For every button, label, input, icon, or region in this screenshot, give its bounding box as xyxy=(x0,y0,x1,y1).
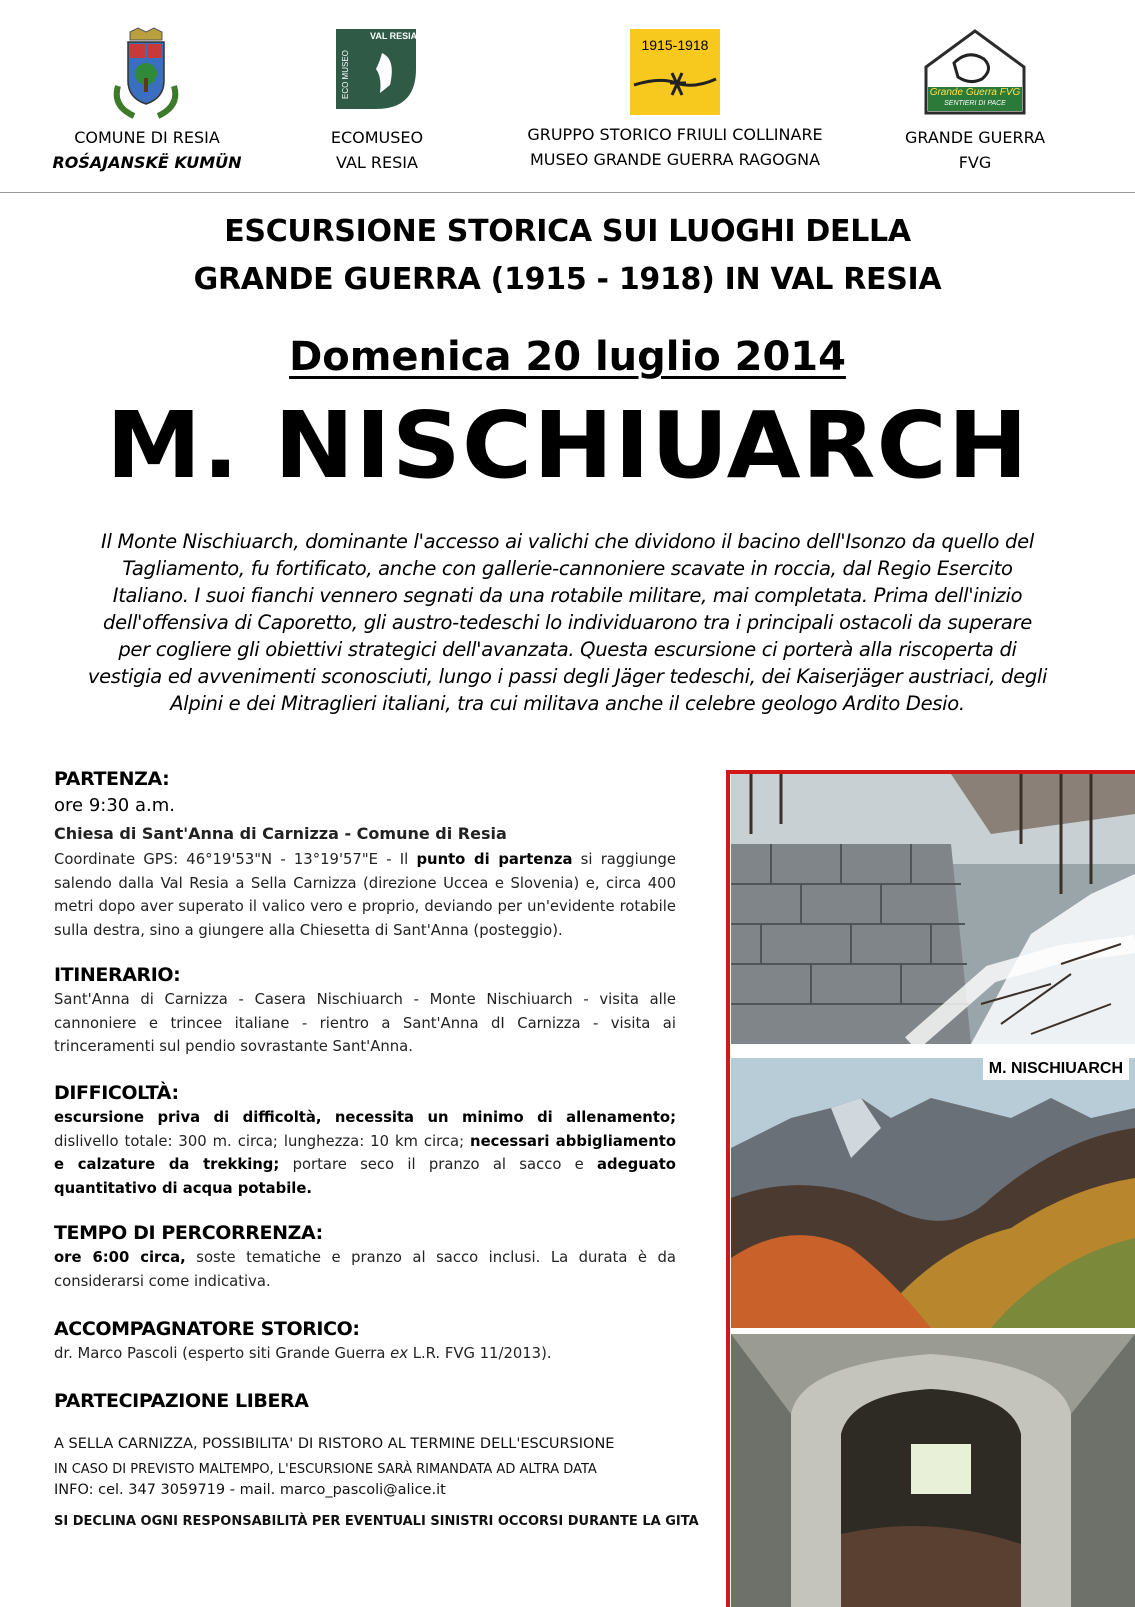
ecomuseo-logo-icon xyxy=(336,29,416,109)
partenza-time: ore 9:30 a.m. xyxy=(54,795,175,816)
difficolta-b3: adeguato quantitativo di acqua potabile. xyxy=(54,1156,676,1197)
ristoro-note: A SELLA CARNIZZA, POSSIBILITA' DI RISTORO AL TERMINE DELL'ESCURSIONE xyxy=(54,1436,615,1452)
event-date-text: Domenica 20 luglio 2014 xyxy=(289,334,846,380)
difficolta-b1: escursione priva di difficoltà, necessita un minimo di allenamento; xyxy=(54,1109,676,1126)
tempo-b1: ore 6:00 circa, xyxy=(54,1249,186,1266)
ecomuseo-caption xyxy=(300,125,454,175)
intro-line: Il Monte Nischiuarch, dominante l'accesso ai valichi che dividono il bacino dell'Isonzo da quello del xyxy=(101,530,1034,553)
partenza-text xyxy=(54,848,676,942)
difficolta-text xyxy=(54,1106,676,1200)
comune-name-local: ROŚAJANSKË KUMÜN xyxy=(52,153,242,172)
main-title: M. NISCHIUARCH xyxy=(106,392,1029,499)
title-line-1: ESCURSIONE STORICA SUI LUOGHI DELLA xyxy=(224,214,911,249)
fvg-logo-text: Grande Guerra FVG xyxy=(929,87,1021,98)
intro-line: dell'offensiva di Caporetto, gli austro-tedeschi lo individuarono tra i principali ostacoli da superare xyxy=(103,611,1032,634)
tempo-t1: soste tematiche e pranzo al sacco inclusi. La durata è da considerarsi come indicativa. xyxy=(54,1249,676,1290)
partenza-place: Chiesa di Sant'Anna di Carnizza - Comune di Resia xyxy=(54,824,507,843)
itinerario-heading: ITINERARIO: xyxy=(54,964,181,986)
photo-label: M. NISCHIUARCH xyxy=(983,1058,1129,1080)
comune-caption xyxy=(40,125,254,175)
comune-name: COMUNE DI RESIA xyxy=(74,128,220,147)
tempo-heading: TEMPO DI PERCORRENZA: xyxy=(54,1222,323,1244)
accompagnatore-t2: L.R. FVG 11/2013). xyxy=(408,1345,552,1362)
coat-of-arms-icon xyxy=(110,26,182,121)
svg-text:VAL RESIA: VAL RESIA xyxy=(370,31,416,41)
partenza-heading: PARTENZA: xyxy=(54,768,170,790)
museo-logo-text: 1915-1918 xyxy=(641,37,709,53)
accompagnatore-heading: ACCOMPAGNATORE STORICO: xyxy=(54,1318,360,1340)
difficolta-heading: DIFFICOLTÀ: xyxy=(54,1082,179,1104)
barbed-wire-icon xyxy=(630,29,720,115)
mountain-photo xyxy=(731,1058,1135,1328)
fvg-line1: GRANDE GUERRA xyxy=(904,128,1046,147)
partenza-text-a: Coordinate GPS: 46°19'53"N - 13°19'57"E - Il xyxy=(54,851,417,868)
partenza-text-b: punto di partenza xyxy=(416,851,573,868)
intro-line: Italiano. I suoi fianchi vennero segnati da una rotabile militare, mai completata. Prima dell'inizio xyxy=(112,584,1023,607)
difficolta-t1: dislivello totale: 300 m. circa; lunghezza: 10 km circa; xyxy=(54,1132,471,1150)
intro-line: Tagliamento, fu fortificato, anche con gallerie-cannoniere scavate in roccia, dal Regio Esercito xyxy=(122,557,1013,580)
event-date xyxy=(0,334,1135,380)
accompagnatore-i1: ex xyxy=(390,1345,409,1362)
accompagnatore-t1: dr. Marco Pascoli (esperto siti Grande Guerra xyxy=(54,1345,391,1362)
partecipazione-heading: PARTECIPAZIONE LIBERA xyxy=(54,1390,309,1412)
intro-line: Alpini e dei Mitraglieri italiani, tra cui militava anche il celebre geologo Ardito Desio. xyxy=(170,692,965,715)
handshake-icon xyxy=(924,29,1026,115)
museo-line1: GRUPPO STORICO FRIULI COLLINARE xyxy=(527,125,823,144)
ecomuseo-line1: ECOMUSEO xyxy=(330,128,424,147)
tempo-text xyxy=(54,1246,676,1293)
ecomuseo-logo-text: ECO MUSEO xyxy=(341,50,350,99)
intro-paragraph xyxy=(60,528,1075,717)
partenza-text-c: si raggiunge salendo dalla Val Resia a Sella Carnizza (direzione Uccea e Slovenia) e, circa 400 metri dopo aver superato il valico vero e proprio, deviando per un'evidente rotabile sulla destra, sino a giungere alla Chiesetta di Sant'Anna (posteggio). xyxy=(54,851,676,939)
title-line-2: GRANDE GUERRA (1915 - 1918) IN VAL RESIA xyxy=(193,262,942,297)
accompagnatore-text xyxy=(54,1342,676,1366)
difficolta-t2: portare seco il pranzo al sacco e xyxy=(279,1156,598,1173)
fvg-logo-sub: SENTIERI DI PACE xyxy=(944,100,1006,107)
fvg-line2: FVG xyxy=(958,153,992,172)
header-divider xyxy=(0,192,1135,193)
responsabilita-note: SI DECLINA OGNI RESPONSABILITÀ PER EVENTUALI SINISTRI OCCORSI DURANTE LA GITA xyxy=(54,1514,699,1529)
trench-photo xyxy=(731,774,1135,1044)
difficolta-b2: necessari abbigliamento e calzature da trekking; xyxy=(54,1132,676,1173)
bunker-photo xyxy=(731,1334,1135,1607)
fvg-caption xyxy=(876,125,1074,175)
intro-line: per cogliere gli obiettivi strategici dell'avanzata. Questa escursione ci porterà alla riscoperta di xyxy=(118,638,1017,661)
maltempo-note: IN CASO DI PREVISTO MALTEMPO, L'ESCURSIONE SARÀ RIMANDATA AD ALTRA DATA xyxy=(54,1462,597,1477)
museo-caption xyxy=(500,122,850,172)
museo-line2: MUSEO GRANDE GUERRA RAGOGNA xyxy=(529,150,821,169)
info-note: INFO: cel. 347 3059719 - mail. marco_pascoli@alice.it xyxy=(54,1482,446,1498)
itinerario-text: Sant'Anna di Carnizza - Casera Nischiuarch - Monte Nischiuarch - visita alle cannoniere e trincee italiane - rientro a Sant'Anna dI Carnizza - visita ai trinceramenti sul pendio sovrastante Sant'Anna. xyxy=(54,991,676,1055)
ecomuseo-line2: VAL RESIA xyxy=(336,153,418,172)
intro-line: vestigia ed avvenimenti sconosciuti, lungo i passi degli Jäger tedeschi, dei Kaiserjäger austriaci, degli xyxy=(87,665,1048,688)
